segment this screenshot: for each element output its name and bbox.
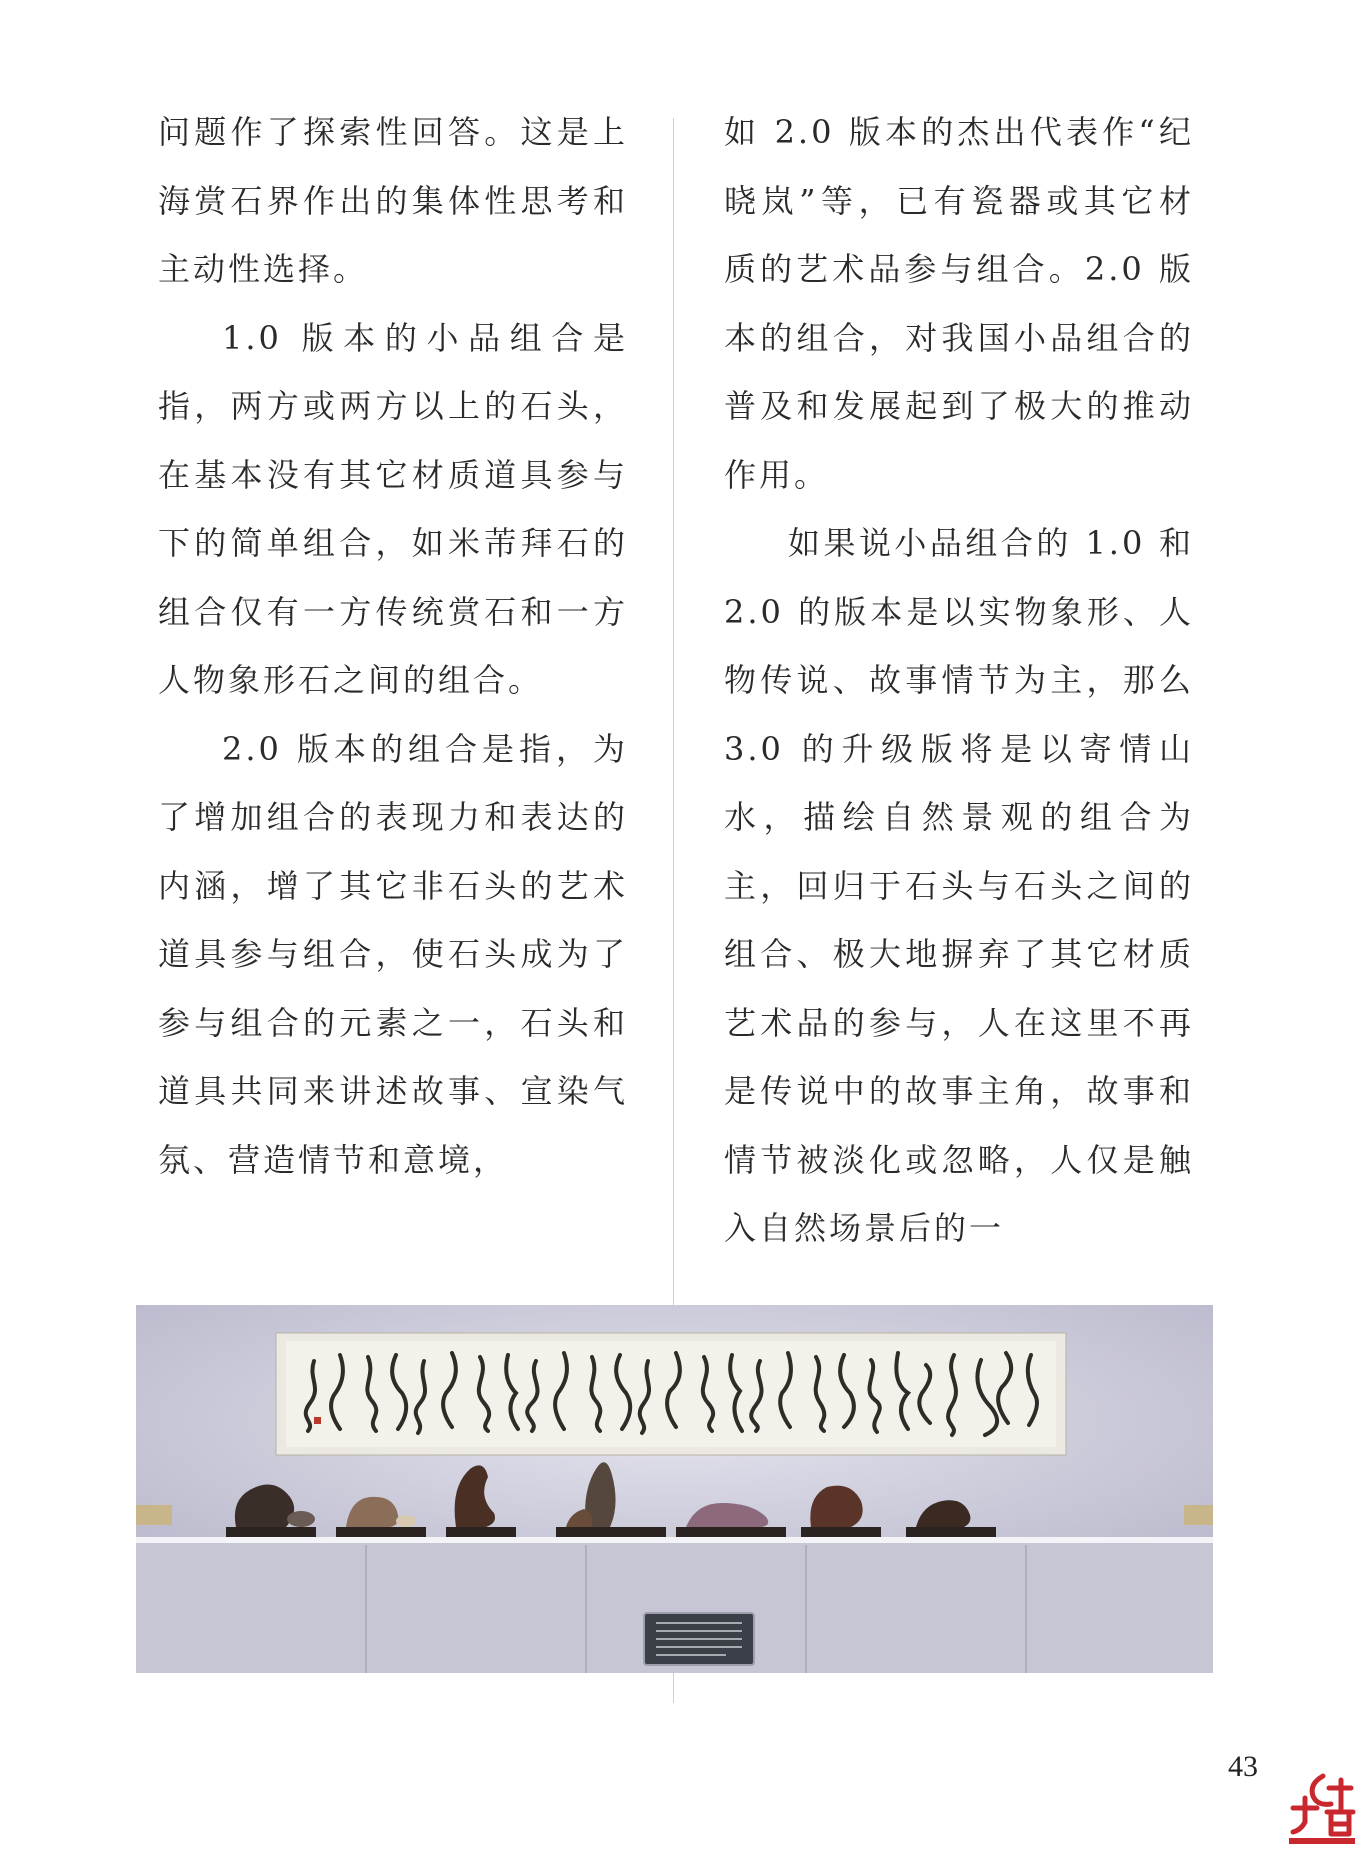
paragraph: 1.0 版本的小品组合是指，两方或两方以上的石头，在基本没有其它材质道具参与下的简单组合，如米芾拜石的组合仅有一方传统赏石和一方人物象形石之间的组合。 [158, 318, 628, 699]
right-text-column [724, 98, 1194, 1263]
left-text-column [158, 98, 628, 1194]
page-number: 43 [1228, 1750, 1258, 1783]
exhibition-photo [136, 1305, 1213, 1673]
paragraph: 如果说小品组合的 1.0 和 2.0 的版本是以实物象形、人物传说、故事情节为主，那么 3.0 的升级版将是以寄情山水，描绘自然景观的组合为主，回归于石头与石头之间的组合、极大地摒弃了其它材质艺术品的参与，人在这里不再是传说中的故事主角，故事和情节被淡化或忽略，人仅是触入自然场景后的一 [724, 524, 1194, 1247]
site-logo-icon [1283, 1768, 1361, 1848]
paragraph: 如 2.0 版本的杰出代表作“纪晓岚”等，已有瓷器或其它材质的艺术品参与组合。2.0 版本的组合，对我国小品组合的普及和发展起到了极大的推动作用。 [724, 113, 1194, 494]
paragraph: 问题作了探索性回答。这是上海赏石界作出的集体性思考和主动性选择。 [158, 113, 628, 288]
paragraph: 2.0 版本的组合是指，为了增加组合的表现力和表达的内涵，增了其它非石头的艺术道具参与组合，使石头成为了参与组合的元素之一，石头和道具共同来讲述故事、宣染气氛、营造情节和意境， [158, 729, 628, 1179]
calligraphy-scroll [276, 1333, 1066, 1455]
